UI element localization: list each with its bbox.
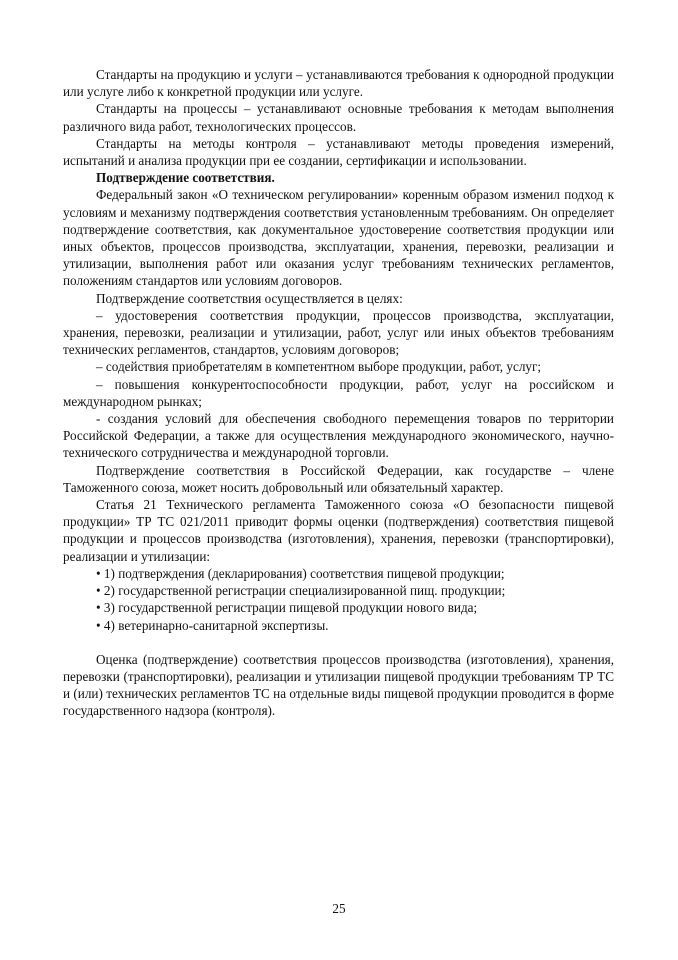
paragraph-article-21: Статья 21 Технического регламента Таможенного союза «О безопасности пищевой продукции» ТР ТС 021/2011 приводит формы оценки (подтверждения) соответствия пищевой продукции и процессов производства (изготовления), хранения, перевозки (транспортировки), реализации и утилизации:	[63, 497, 614, 564]
paragraph-federal-law: Федеральный закон «О техническом регулировании» коренным образом изменил подход к условиям и механизму подтверждения соответствия установленным требованиям. Он определяет подтверждение соответствия, как документальное удостоверение соответствия продукции или иных объектов, процессов производства, эксплуатации, хранения, перевозки, реализации и утилизации, выполнения работ или оказания услуг требованиям технических регламентов, положениям стандартов или условиям договоров.	[63, 187, 614, 289]
purpose-item: – повышения конкурентоспособности продукции, работ, услуг на российском и международном рынках;	[63, 376, 614, 409]
list-item: • 3) государственной регистрации пищевой продукции нового вида;	[96, 600, 478, 616]
paragraph-spacer	[63, 634, 614, 651]
paragraph-process-standards: Стандарты на процессы – устанавливают основные требования к методам выполнения различного вида работ, технологических процессов.	[63, 101, 614, 134]
section-heading: Подтверждение соответствия.	[96, 170, 275, 186]
page-number: 25	[332, 901, 346, 916]
paragraph-customs-union: Подтверждение соответствия в Российской Федерации, как государстве – члене Таможенного союза, может носить добровольный или обязательный характер.	[63, 462, 614, 495]
assessment-forms-list	[63, 565, 614, 634]
paragraph-purposes-intro: Подтверждение соответствия осуществляется в целях:	[96, 290, 403, 306]
paragraph-product-standards: Стандарты на продукцию и услуги – устанавливаются требования к однородной продукции или услуге либо к конкретной продукции или услуге.	[63, 67, 614, 100]
paragraph-control-standards: Стандарты на методы контроля – устанавливают методы проведения измерений, испытаний и анализа продукции при ее создании, сертификации и использовании.	[63, 135, 614, 169]
document-page	[63, 66, 614, 720]
purpose-item: - создания условий для обеспечения свободного перемещения товаров по территории Российской Федерации, а также для осуществления международного экономического, научно-технического сотрудничества и международной торговли.	[63, 411, 614, 461]
paragraph-state-supervision: Оценка (подтверждение) соответствия процессов производства (изготовления), хранения, перевозки (транспортировки), реализации и утилизации пищевой продукции требованиям ТР ТС и (или) технических регламентов ТС на отдельные виды пищевой продукции проводится в форме государственного надзора (контроля).	[63, 651, 614, 719]
list-item: • 4) ветеринарно-санитарной экспертизы.	[96, 617, 329, 633]
purpose-item: – удостоверения соответствия продукции, процессов производства, эксплуатации, хранения, перевозки, реализации и утилизации, работ, услуг или иных объектов требованиям технических регламентов, стандартов, условиям договоров;	[63, 307, 614, 358]
list-item: • 2) государственной регистрации специализированной пищ. продукции;	[96, 583, 506, 599]
purpose-item: – содействия приобретателям в компетентном выборе продукции, работ, услуг;	[96, 359, 542, 375]
list-item: • 1) подтверждения (декларирования) соответствия пищевой продукции;	[96, 565, 505, 581]
